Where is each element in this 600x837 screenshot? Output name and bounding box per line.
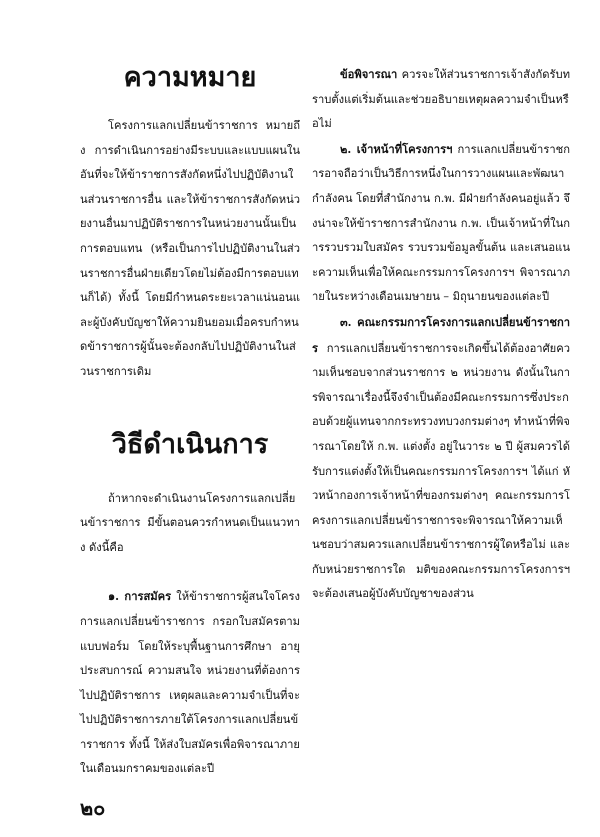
consideration-text: ควรจะให้ส่วนราชการเจ้าสังกัดรับทราบตั้งแต่เริ่มต้นและช่วยอธิบายเหตุผลความจำเป็นหรือไม่	[312, 68, 570, 131]
step-3-title: ๓. คณะกรรมการโครงการแลกเปลี่ยนข้าราชการ	[312, 314, 570, 355]
step-2-text: การแลกเปลี่ยนข้าราชการอาจถือว่าเป็นวิธีการหนึ่งในการวางแผนและพัฒนากำลังคน โดยที่สำนักงาน ก.พ. มีฝ่ายกำลังคนอยู่แล้ว จึงน่าจะให้ข้าราชการสำนักงาน ก.พ. เป็นเจ้าหน้าที่ในการรวบรวมใบสมัคร รวบรวมข้อมูลขั้นต้น และเสนอแนะความเห็นเพื่อให้คณะกรรมการโครงการฯ พิจารณาภายในระหว่างเดือนเมษายน – มิถุนายนของแต่ละปี	[312, 142, 570, 304]
procedure-intro-paragraph: ถ้าหากจะดำเนินงานโครงการแลกเปลี่ยนข้าราชการ มีขั้นตอนควรกำหนดเป็นแนวทาง ดังนี้คือ	[80, 491, 300, 554]
spacer	[80, 560, 300, 584]
meaning-paragraph: โครงการแลกเปลี่ยนข้าราชการ หมายถึง การดำเนินการอย่างมีระบบและแบบแผนในอันที่จะให้ข้าราชการสังกัดหนึ่งไปปฏิบัติงานในส่วนราชการอื่น และให้ข้าราชการสังกัดหน่วยงานอื่นมาปฏิบัติราชการในหน่วยงานนั้นเป็นการตอบแทน (หรือเป็นการไปปฏิบัติงานในส่วนราชการอื่นฝ่ายเดียวโดยไม่ต้องมีการตอบแทนก็ได้) ทั้งนี้ โดยมีกำหนดระยะเวลาแน่นอนและผู้บังคับบัญชาให้ความยินยอมเมื่อครบกำหนดข้าราชการผู้นั้นจะต้องกลับไปปฏิบัติงานในส่วนราชการเดิม	[80, 119, 300, 378]
section-heading-meaning: ความหมาย	[123, 62, 257, 93]
page-number: ๒๐	[80, 796, 106, 820]
step-3-text: การแลกเปลี่ยนข้าราชการจะเกิดขึ้นได้ต้องอาศัยความเห็นชอบจากส่วนราชการ ๒ หน่วยงาน ดังนั้นในการพิจารณาเรื่องนี้จึงจำเป็นต้องมีคณะกรรมการซึ่งประกอบด้วยผู้แทนจากกระทรวงทบวงกรมต่างๆ ทำหน้าที่พิจารณาโดยให้ ก.พ. แต่งตั้ง อยู่ในวาระ ๒ ปี ผู้สมควรได้รับการแต่งตั้งให้เป็นคณะกรรมการโครงการฯ ได้แก่ หัวหน้ากองการเจ้าหน้าที่ของกรมต่างๆ คณะกรรมการโครงการแลกเปลี่ยนข้าราชการจะพิจารณาให้ความเห็นชอบว่าสมควรแลกเปลี่ยนข้าราชการผู้ใดหรือไม่ และกับหน่วยราชการใด มติของคณะกรรมการโครงการฯ จะต้องเสนอผู้บังคับบัญชาของส่วน	[312, 341, 570, 601]
step-2-title: ๒. เจ้าหน้าที่โครงการฯ	[340, 141, 453, 156]
right-column	[312, 62, 570, 607]
left-column	[80, 62, 300, 782]
consideration-paragraph	[312, 62, 570, 137]
section-heading-procedure: วิธีดำเนินการ	[111, 428, 269, 460]
step-1-title: ๑. การสมัคร	[108, 589, 172, 604]
consideration-title: ข้อพิจารณา	[340, 67, 398, 81]
step-1-paragraph	[80, 584, 300, 782]
step-3-paragraph	[312, 310, 570, 607]
step-1-text: ให้ข้าราชการผู้สนใจโครงการแลกเปลี่ยนข้าราชการ กรอกใบสมัครตามแบบฟอร์ม โดยให้ระบุพื้นฐานการศึกษา อายุ ประสบการณ์ ความสนใจ หน่วยงานที่ต้องการไปปฏิบัติราชการ เหตุผลและความจำเป็นที่จะไปปฏิบัติราชการภายใต้โครงการแลกเปลี่ยนข้าราชการ ทั้งนี้ ให้ส่งใบสมัครเพื่อพิจารณาภายในเดือนมกราคมของแต่ละปี	[80, 590, 300, 776]
step-2-paragraph	[312, 137, 570, 310]
